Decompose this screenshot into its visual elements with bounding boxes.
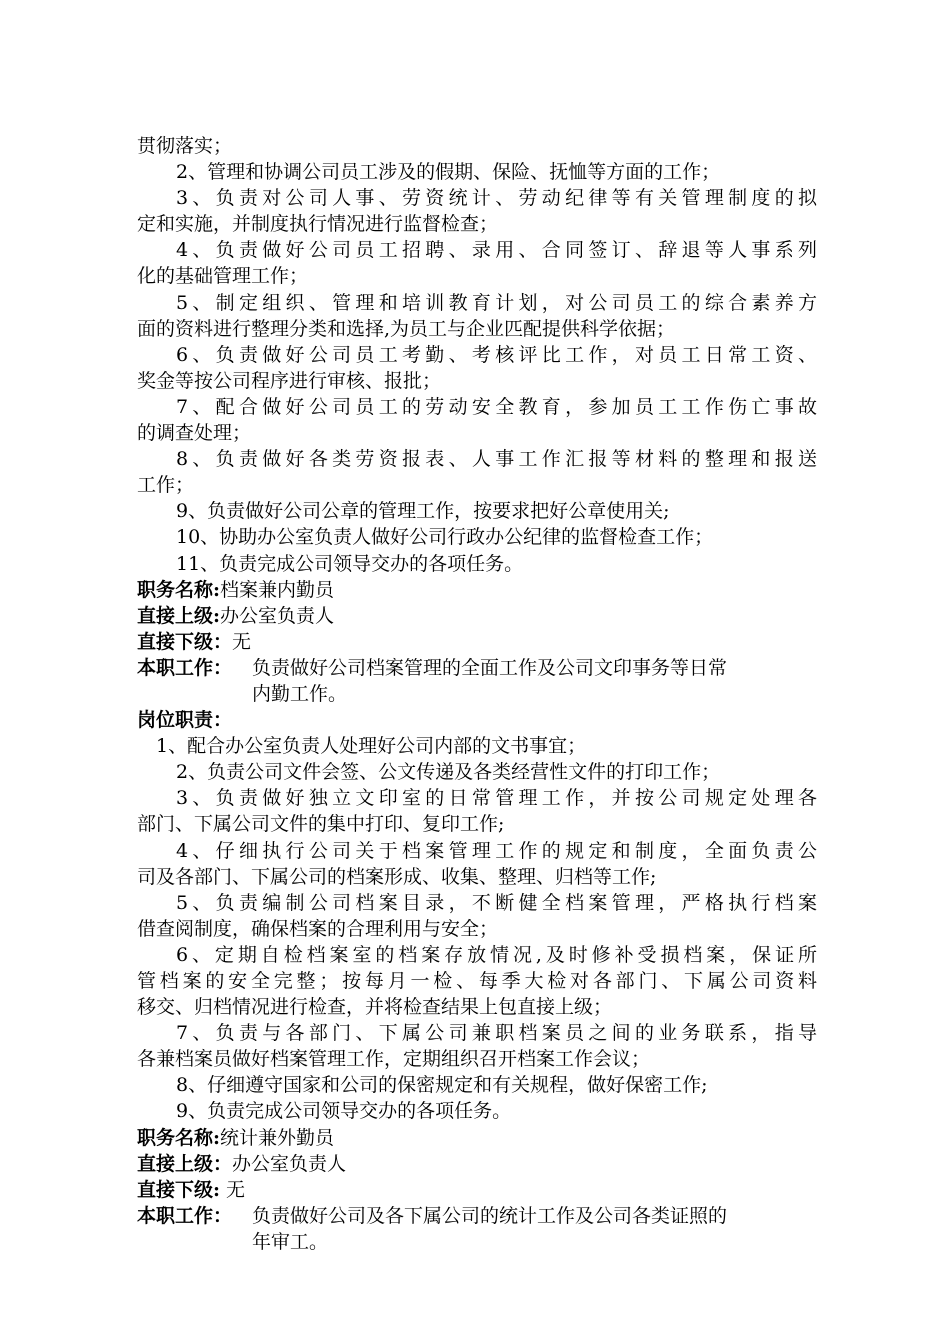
superior-label: 直接上级：	[137, 1152, 233, 1175]
paragraph-line: 2、管理和协调公司员工涉及的假期、保险、抚恤等方面的工作；	[176, 161, 721, 184]
job3-subordinate-row	[137, 1177, 817, 1203]
superior-value: 办公室负责人	[232, 1152, 347, 1175]
job3-title-row	[137, 1125, 817, 1151]
hr-duties-continuation	[137, 133, 817, 577]
paragraph-line: 8、仔细遵守国家和公司的保密规定和有关规程，做好保密工作;	[176, 1074, 708, 1097]
duty-label: 本职工作：	[137, 1204, 233, 1227]
job3-superior-row	[137, 1151, 817, 1177]
paragraph-line: 2、负责公司文件会签、公文传递及各类经营性文件的打印工作；	[176, 761, 721, 784]
paragraph-line: 面的资料进行整理分类和选择,为员工与企业匹配提供科学依据；	[137, 317, 676, 340]
paragraph-line: 6、负责做好公司员工考勤、考核评比工作，对员工日常工资、	[176, 343, 817, 366]
paragraph-line: 奖金等按公司程序进行审核、报批；	[137, 369, 442, 392]
paragraph-line: 3、负责做好独立文印室的日常管理工作，并按公司规定处理各	[176, 787, 817, 810]
subordinate-label: 直接下级：	[137, 630, 233, 653]
subordinate-label: 直接下级:	[137, 1178, 221, 1201]
job-title-label: 职务名称:	[137, 1126, 221, 1149]
paragraph-line: 7、负责与各部门、下属公司兼职档案员之间的业务联系，指导	[176, 1022, 817, 1045]
paragraph-line: 5、负责编制公司档案目录，不断健全档案管理，严格执行档案	[176, 891, 817, 914]
superior-label: 直接上级:	[137, 604, 221, 627]
duty-text	[252, 655, 817, 707]
job-title-value: 档案兼内勤员	[220, 578, 335, 601]
paragraph-line: 4、仔细执行公司关于档案管理工作的规定和制度，全面负责公	[176, 839, 817, 862]
paragraph-line: 定和实施，并制度执行情况进行监督检查；	[137, 213, 499, 236]
job3-duty-row	[137, 1203, 817, 1255]
duty-line: 年审工。	[252, 1230, 329, 1253]
paragraph-line: 部门、下属公司文件的集中打印、复印工作;	[137, 813, 505, 836]
duty-line: 负责做好公司及各下属公司的统计工作及公司各类证照的	[252, 1204, 728, 1227]
job-title-label: 职务名称:	[137, 578, 221, 601]
duty-label: 本职工作：	[137, 656, 233, 679]
superior-value: 办公室负责人	[220, 604, 335, 627]
paragraph-line: 贯彻落实；	[137, 135, 233, 157]
paragraph-line: 11、负责完成公司领导交办的各项任务。	[176, 552, 524, 575]
responsibilities-heading: 岗位职责：	[137, 709, 233, 732]
paragraph-line: 借查阅制度，确保档案的合理利用与安全；	[137, 917, 499, 940]
paragraph-line: 7、配合做好公司员工的劳动安全教育，参加员工工作伤亡事故	[176, 395, 817, 418]
paragraph-line: 1、配合办公室负责人处理好公司内部的文书事宜；	[156, 735, 587, 758]
paragraph-line: 10、协助办公室负责人做好公司行政办公纪律的监督检查工作；	[176, 526, 714, 549]
paragraph-line: 9、负责做好公司公章的管理工作，按要求把好公章使用关;	[176, 500, 670, 523]
paragraph-line: 的调查处理；	[137, 422, 252, 445]
paragraph-line: 管档案的安全完整；按每月一检、每季大检对各部门、下属公司资料	[137, 970, 817, 992]
job2-duty-row	[137, 655, 817, 707]
paragraph-line: 移交、归档情况进行检查，并将检查结果上包直接上级；	[137, 996, 613, 1019]
duty-text	[252, 1203, 817, 1255]
paragraph-line: 5、制定组织、管理和培训教育计划，对公司员工的综合素养方	[176, 291, 817, 314]
subordinate-value: 无	[232, 630, 252, 653]
archive-duties-list	[137, 733, 817, 1124]
paragraph-line: 化的基础管理工作；	[137, 265, 309, 288]
document-body	[137, 133, 817, 1255]
job2-title-row	[137, 577, 817, 603]
job2-superior-row	[137, 603, 817, 629]
paragraph-line: 4、负责做好公司员工招聘、录用、合同签订、辞退等人事系列	[176, 239, 817, 262]
paragraph-line: 8、负责做好各类劳资报表、人事工作汇报等材料的整理和报送	[176, 448, 817, 471]
paragraph-line: 各兼档案员做好档案管理工作，定期组织召开档案工作会议；	[137, 1048, 651, 1071]
paragraph-line: 6、定期自检档案室的档案存放情况,及时修补受损档案，保证所	[176, 943, 817, 966]
subordinate-value: 无	[220, 1178, 246, 1201]
paragraph-line: 3、负责对公司人事、劳资统计、劳动纪律等有关管理制度的拟	[176, 187, 817, 210]
paragraph-line: 工作；	[137, 474, 195, 497]
duty-line: 负责做好公司档案管理的全面工作及公司文印事务等日常	[252, 656, 728, 679]
paragraph-line: 司及各部门、下属公司的档案形成、收集、整理、归档等工作;	[137, 865, 657, 888]
paragraph-line: 9、负责完成公司领导交办的各项任务。	[176, 1100, 512, 1123]
job2-subordinate-row	[137, 629, 817, 655]
job-title-value: 统计兼外勤员	[220, 1126, 335, 1149]
duty-line: 内勤工作。	[252, 682, 348, 705]
